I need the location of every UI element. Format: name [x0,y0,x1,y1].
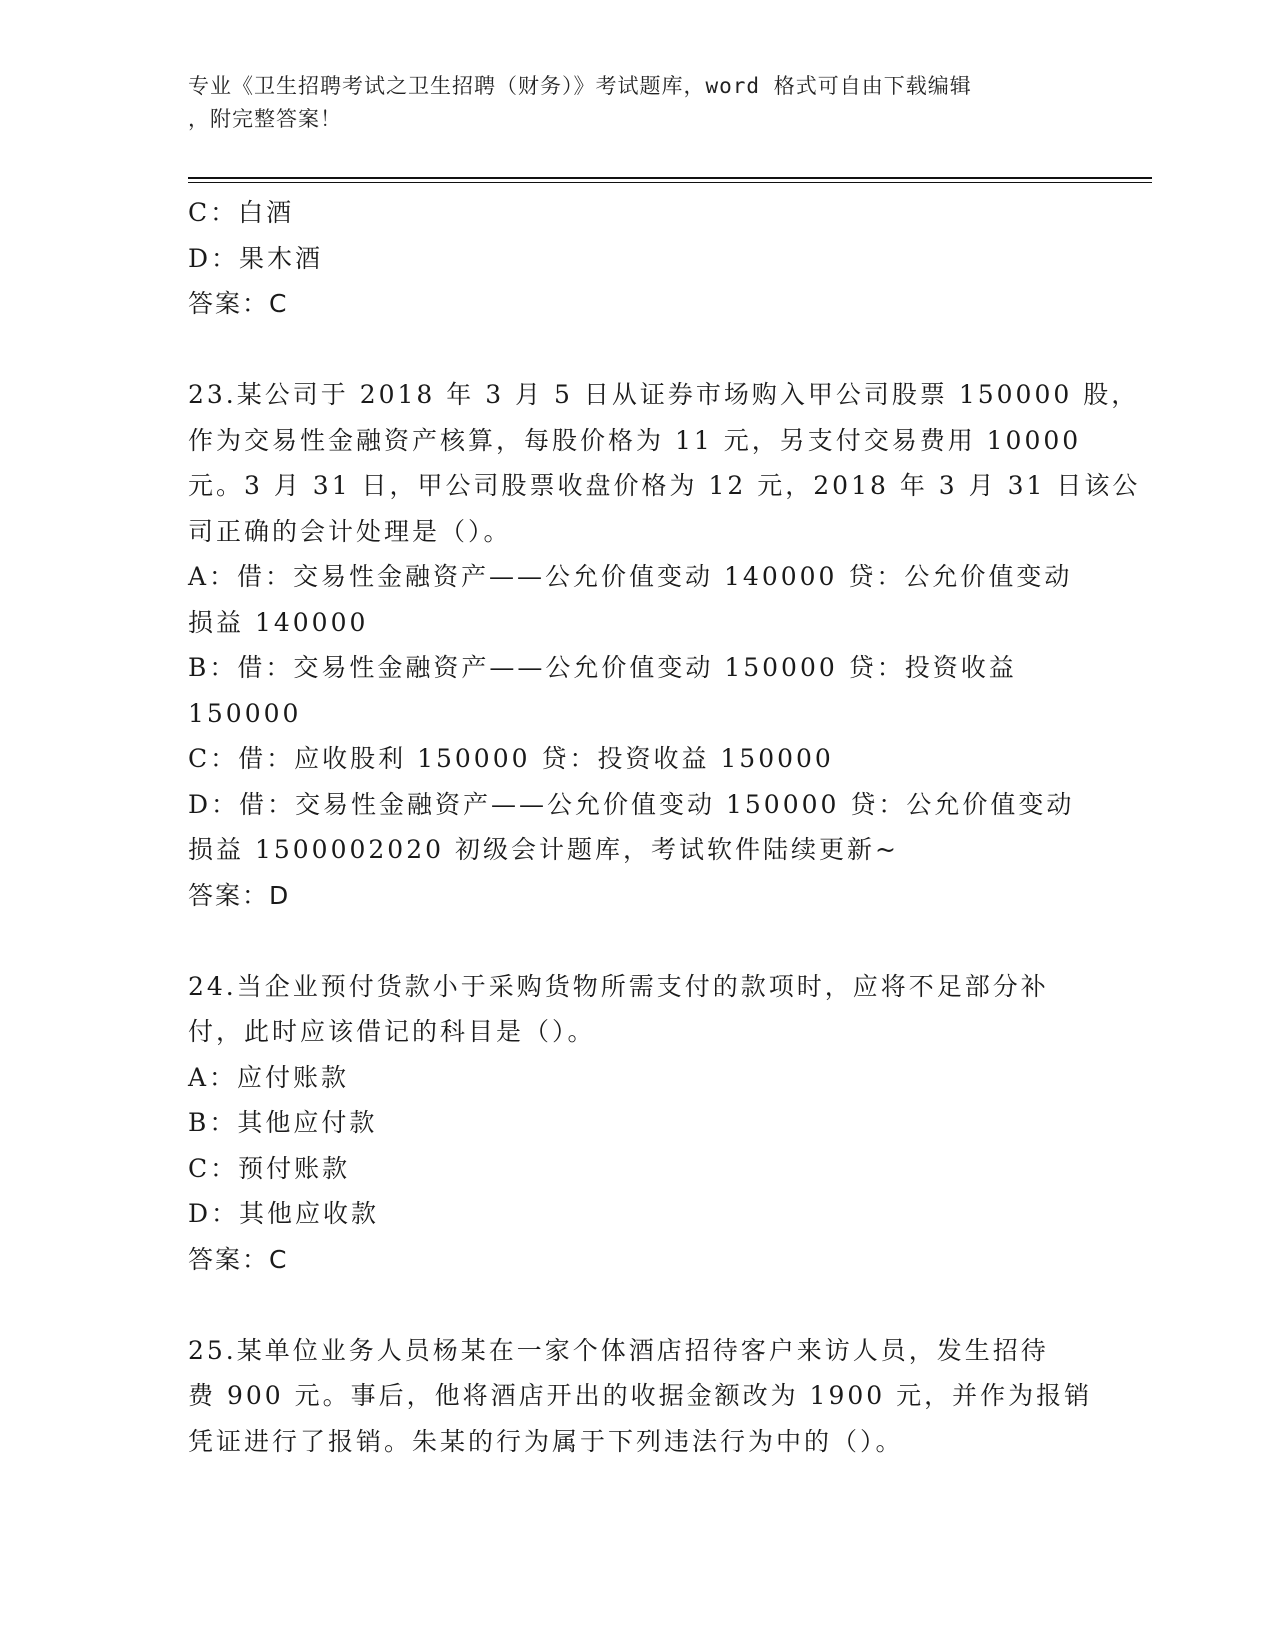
option-d: D：其他应收款 [188,1199,380,1228]
option-d: D：借：交易性金融资产——公允价值变动 150000 贷：公允价值变动 [188,789,1075,819]
answer: 答案：D [188,880,291,910]
option-a: A：应付账款 [188,1062,350,1092]
option-c: C：借：应收股利 150000 贷：投资收益 150000 [188,744,834,773]
header-line-1: 专业《卫生招聘考试之卫生招聘（财务）》考试题库，word 格式可自由下载编辑 [188,74,972,98]
question-24 [188,964,1108,1283]
option-a: A：借：交易性金融资产——公允价值变动 140000 贷：公允价值变动 [188,562,1073,591]
spacer [188,327,1108,373]
previous-question-tail [188,190,1108,327]
question-stem-line: 司正确的会计处理是（）。 [188,516,512,546]
question-stem-line: 25.某单位业务人员杨某在一家个体酒店招待客户来访人员，发生招待 [188,1335,1049,1365]
option-b: B：其他应付款 [188,1108,378,1137]
header-line-2: ，附完整答案！ [188,107,342,131]
spacer [188,918,1108,964]
option-a-cont: 损益 140000 [188,607,369,637]
question-stem-line: 凭证进行了报销。朱某的行为属于下列违法行为中的（）。 [188,1426,904,1456]
question-stem-line: 元。3 月 31 日，甲公司股票收盘价格为 12 元，2018 年 3 月 31 日该公 [188,471,1141,500]
question-25 [188,1328,1108,1465]
answer: 答案：C [188,1244,289,1274]
question-stem-line: 作为交易性金融资产核算，每股价格为 11 元，另支付交易费用 10000 [188,425,1082,455]
page-header [188,70,1068,136]
option-d-cont: 损益 1500002020 初级会计题库，考试软件陆续更新~ [188,835,899,864]
option-c: C：白酒 [188,198,295,227]
header-divider-thick [188,177,1152,179]
question-stem-line: 24.当企业预付货款小于采购货物所需支付的款项时，应将不足部分补 [188,971,1049,1001]
option-c: C：预付账款 [188,1153,351,1183]
option-b-cont: 150000 [188,698,302,728]
question-stem-line: 付，此时应该借记的科目是（）。 [188,1017,596,1046]
question-stem-line: 费 900 元。事后，他将酒店开出的收据金额改为 1900 元，并作为报销 [188,1381,1093,1410]
answer: 答案：C [188,289,289,318]
question-stem-line: 23.某公司于 2018 年 3 月 5 日从证券市场购入甲公司股票 150000 股， [188,380,1140,409]
document-body [188,190,1141,1464]
header-divider-thin [188,182,1152,183]
option-d: D：果木酒 [188,243,324,273]
spacer [188,1282,1108,1328]
option-b: B：借：交易性金融资产——公允价值变动 150000 贷：投资收益 [188,653,1017,682]
question-23 [188,372,1141,918]
